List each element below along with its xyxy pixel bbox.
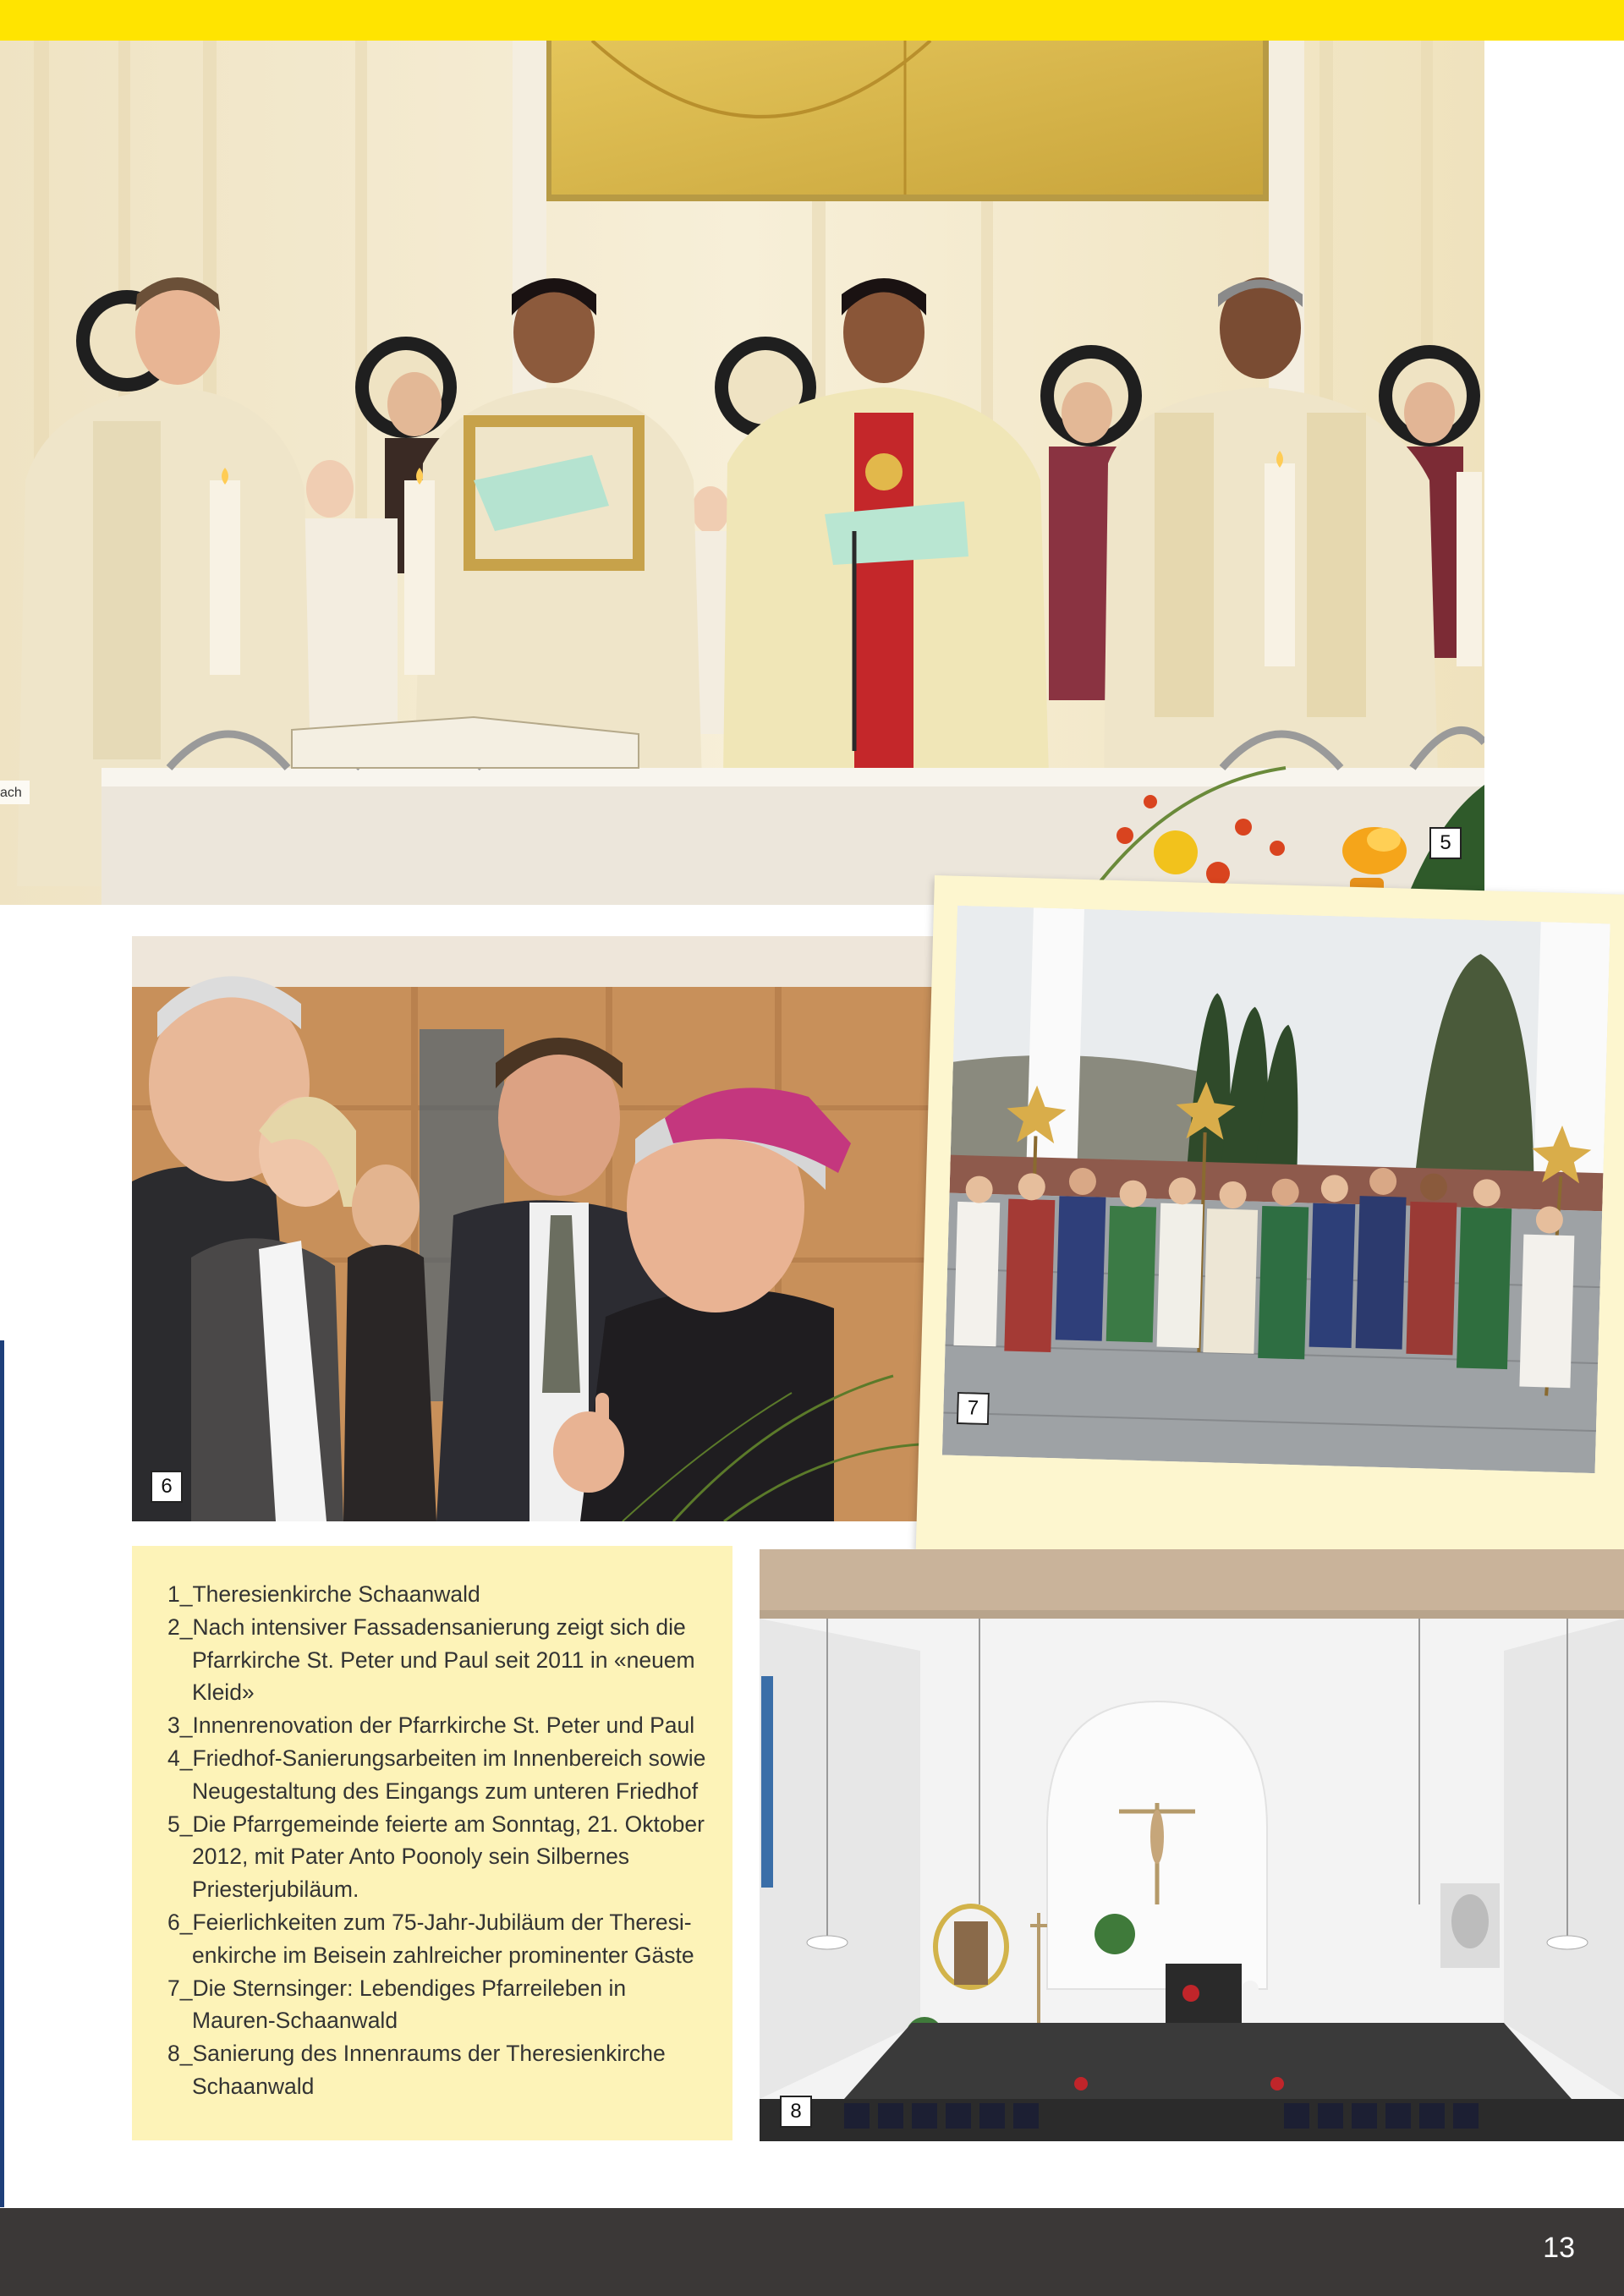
polaroid-frame: [916, 875, 1624, 1571]
caption-1: 1_Theresienkirche Schaanwald: [167, 1581, 480, 1607]
sign-fragment: ach: [0, 786, 22, 800]
photo-5-altar-mass: [0, 41, 1484, 905]
caption-7: 7_Die Sternsinger: Lebendiges Pfarreileben in Mauren-Schaanwald: [167, 1975, 627, 2034]
caption-4: 4_Friedhof-Sanierungsarbeiten im Innenbereich sowie Neugestaltung des Eingangs zum unteren Friedhof: [167, 1745, 706, 1804]
caption-box: [132, 1546, 732, 2140]
caption-6: 6_Feierlichkeiten zum 75-Jahr-Jubiläum der Theresienkirche im Beisein zahlreicher prominenter Gäste: [167, 1909, 694, 1968]
caption-8: 8_Sanierung des Innenraums der Theresienkirche Schaanwald: [167, 2041, 666, 2099]
caption-5: 5_Die Pfarrgemeinde feierte am Sonntag, 21. Oktober 2012, mit Pater Anto Poonoly sein Silbernes Priesterjubiläum.: [167, 1811, 705, 1903]
caption-3: 3_Innenrenovation der Pfarrkirche St. Peter und Paul: [167, 1712, 695, 1739]
photo-number-5: 5: [1429, 827, 1462, 859]
caption-2: 2_Nach intensiver Fassadensanierung zeigt sich die Pfarrkirche St. Peter und Paul seit 2011 in «neuem Kleid»: [167, 1614, 695, 1706]
page-footer: [0, 2208, 1624, 2296]
photo-number-7: 7: [957, 1392, 990, 1425]
photo-number-6: 6: [151, 1471, 183, 1503]
photo-number-8: 8: [780, 2096, 812, 2128]
caption-list: [132, 1546, 732, 2103]
page-number: 13: [1543, 2232, 1575, 2264]
photo-8-church-interior: [760, 1549, 1624, 2141]
left-margin-line: [0, 1340, 4, 2207]
top-accent-bar: [0, 0, 1624, 41]
photo-6-jubilee-guests: [132, 936, 961, 1521]
photo-7-sternsinger: [942, 906, 1610, 1473]
